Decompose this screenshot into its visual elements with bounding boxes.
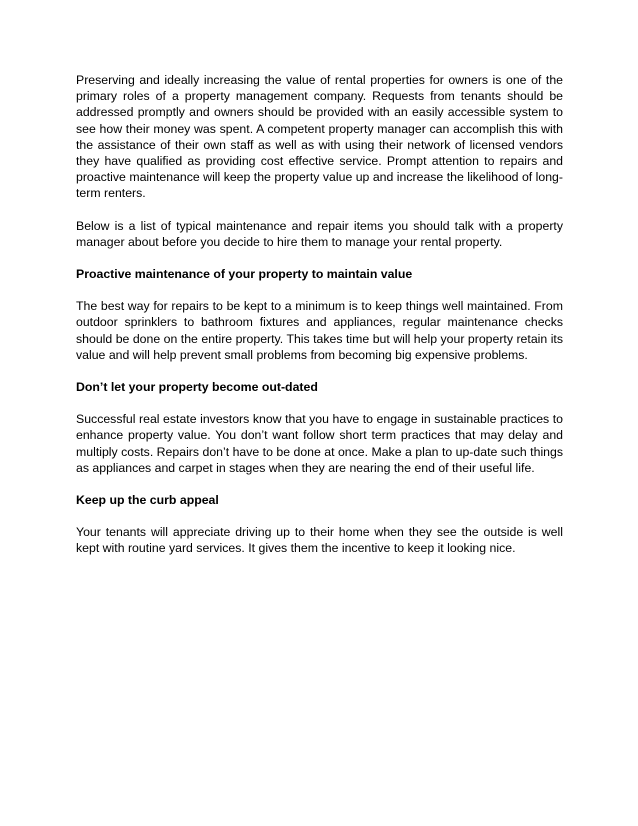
list-intro-paragraph: Below is a list of typical maintenance and repair items you should talk with a property manager about before you decide to hire them to manage your rental property.	[76, 218, 563, 249]
section-body-out-dated: Successful real estate investors know that you have to engage in sustainable practices to enhance property value. You don’t want follow short term practices that may delay and multiply costs. Repairs don’t have to be done at once. Make a plan to up-date such things as appliances and carpet in stages when they are nearing the end of their useful life.	[76, 412, 563, 475]
section-heading-curb-appeal: Keep up the curb appeal	[76, 493, 219, 508]
section-heading-out-dated: Don’t let your property become out-dated	[76, 380, 318, 395]
section-heading-proactive-maintenance: Proactive maintenance of your property to maintain value	[76, 267, 413, 282]
section-body-proactive-maintenance: The best way for repairs to be kept to a minimum is to keep things well maintained. From outdoor sprinklers to bathroom fixtures and appliances, regular maintenance checks should be done on the entire property. This takes time but will help your property retain its value and will help prevent small problems from becoming big expensive problems.	[76, 299, 563, 362]
section-body-curb-appeal: Your tenants will appreciate driving up to their home when they see the outside is well kept with routine yard services. It gives them the incentive to keep it looking nice.	[76, 525, 563, 556]
document-page	[76, 72, 563, 573]
intro-paragraph: Preserving and ideally increasing the value of rental properties for owners is one of the primary roles of a property management company. Requests from tenants should be addressed promptly and owners should be provided with an easily accessible system to see how their money was spent. A competent property manager can accomplish this with the assistance of their own staff as well as with using their network of licensed vendors they have qualified as providing cost effective service. Prompt attention to repairs and proactive maintenance will keep the property value up and increase the likelihood of long-term renters.	[76, 73, 563, 201]
